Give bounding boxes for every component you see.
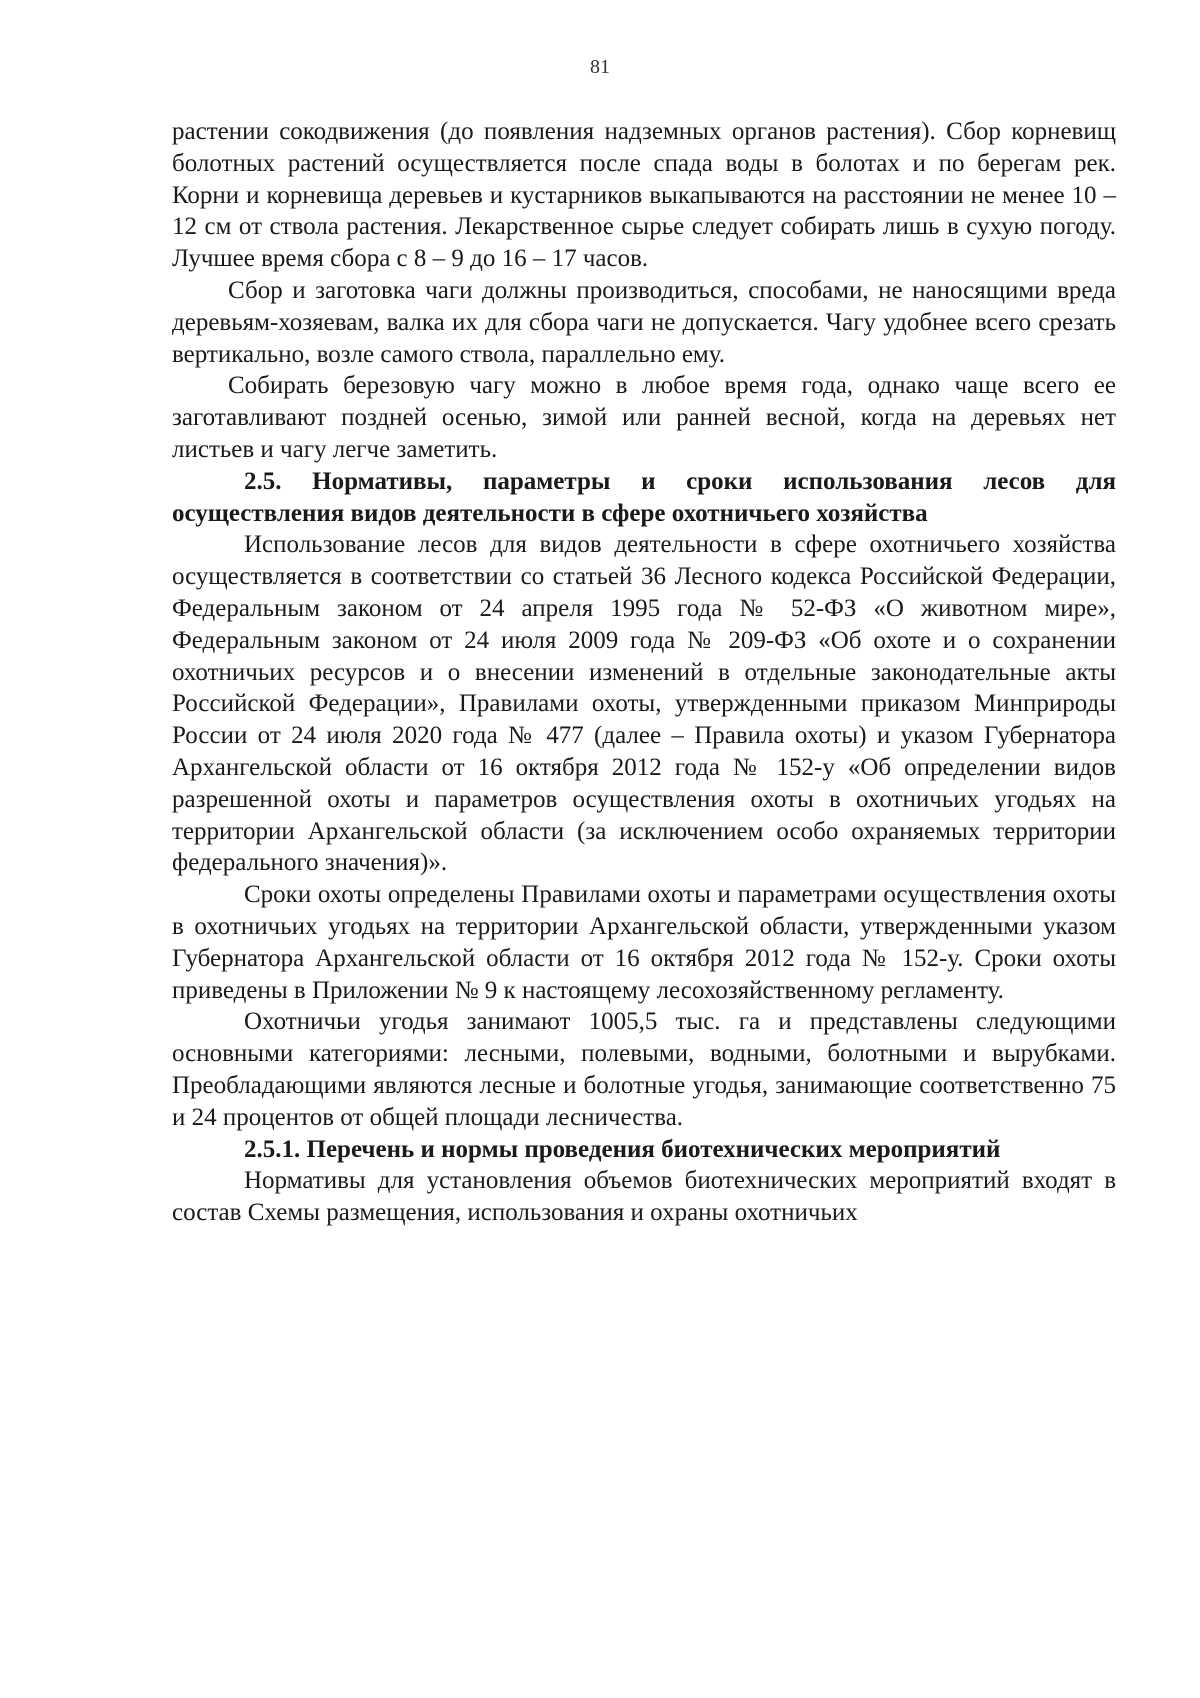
paragraph-hunting-legal-basis: Использование лесов для видов деятельности в сфере охотничьего хозяйства осуществляется в соответствии со статьей 36 Лесного кодекса Российской Федерации, Федеральным законом от 24 апреля 1995 года № 52-ФЗ «О животном мире», Федеральным законом от 24 июля 2009 года № 209-ФЗ «Об охоте и о сохранении охотничьих ресурсов и о внесении изменений в отдельные законодательные акты Российской Федерации», Правилами охоты, утвержденными приказом Минприроды России от 24 июля 2020 года № 477 (далее – Правила охоты) и указом Губернатора Архангельской области от 16 октября 2012 года № 152-у «Об определении видов разрешенной охоты и параметров осуществления охоты в охотничьих угодьях на территории Архангельской области (за исключением особо охраняемых территории федерального значения)». [172,531,1116,877]
paragraph-continuation: растении сокодвижения (до появления надземных органов растения). Сбор корневищ болотных растений осуществляется после спада воды в болотах и по берегам рек. Корни и корневища деревьев и кустарников выкапываются на расстоянии не менее 10 – 12 см от ствола растения. Лекарственное сырье следует собирать лишь в сухую погоду. Лучшее время сбора с 8 – 9 до 16 – 17 часов. [172,118,1116,273]
paragraph-hunting-terms: Сроки охоты определены Правилами охоты и параметрами осуществления охоты в охотничьих угодьях на территории Архангельской области, утвержденными указом Губернатора Архангельской области от 16 октября 2012 года № 152-у. Сроки охоты приведены в Приложении № 9 к настоящему лесохозяйственному регламенту. [172,881,1116,1004]
page-number: 81 [590,56,610,78]
paragraph-chaga-harvesting: Сбор и заготовка чаги должны производиться, способами, не наносящими вреда деревьям-хозяевам, валка их для сбора чаги не допускается. Чагу удобнее всего срезать вертикально, возле самого ствола, параллельно ему. [172,276,1116,368]
section-heading-2-5: 2.5. Нормативы, параметры и сроки использования лесов для осуществления видов деятельности в сфере охотничьего хозяйства [172,467,1116,527]
paragraph-hunting-grounds: Охотничьи угодья занимают 1005,5 тыс. га и представлены следующими основными категориями: лесными, полевыми, водными, болотными и вырубками. Преобладающими являются лесные и болотные угодья, занимающие соответственно 75 и 24 процентов от общей площади лесничества. [172,1008,1116,1131]
document-body [172,116,1116,1229]
paragraph-biotech-norms: Нормативы для установления объемов биотехнических мероприятий входят в состав Схемы размещения, использования и охраны охотничьих [172,1167,1116,1227]
section-heading-2-5-1: 2.5.1. Перечень и нормы проведения биотехнических мероприятий [244,1135,1001,1163]
paragraph-chaga-season: Собирать березовую чагу можно в любое время года, однако чаще всего ее заготавливают поздней осенью, зимой или ранней весной, когда на деревьях нет листьев и чагу легче заметить. [172,372,1116,463]
